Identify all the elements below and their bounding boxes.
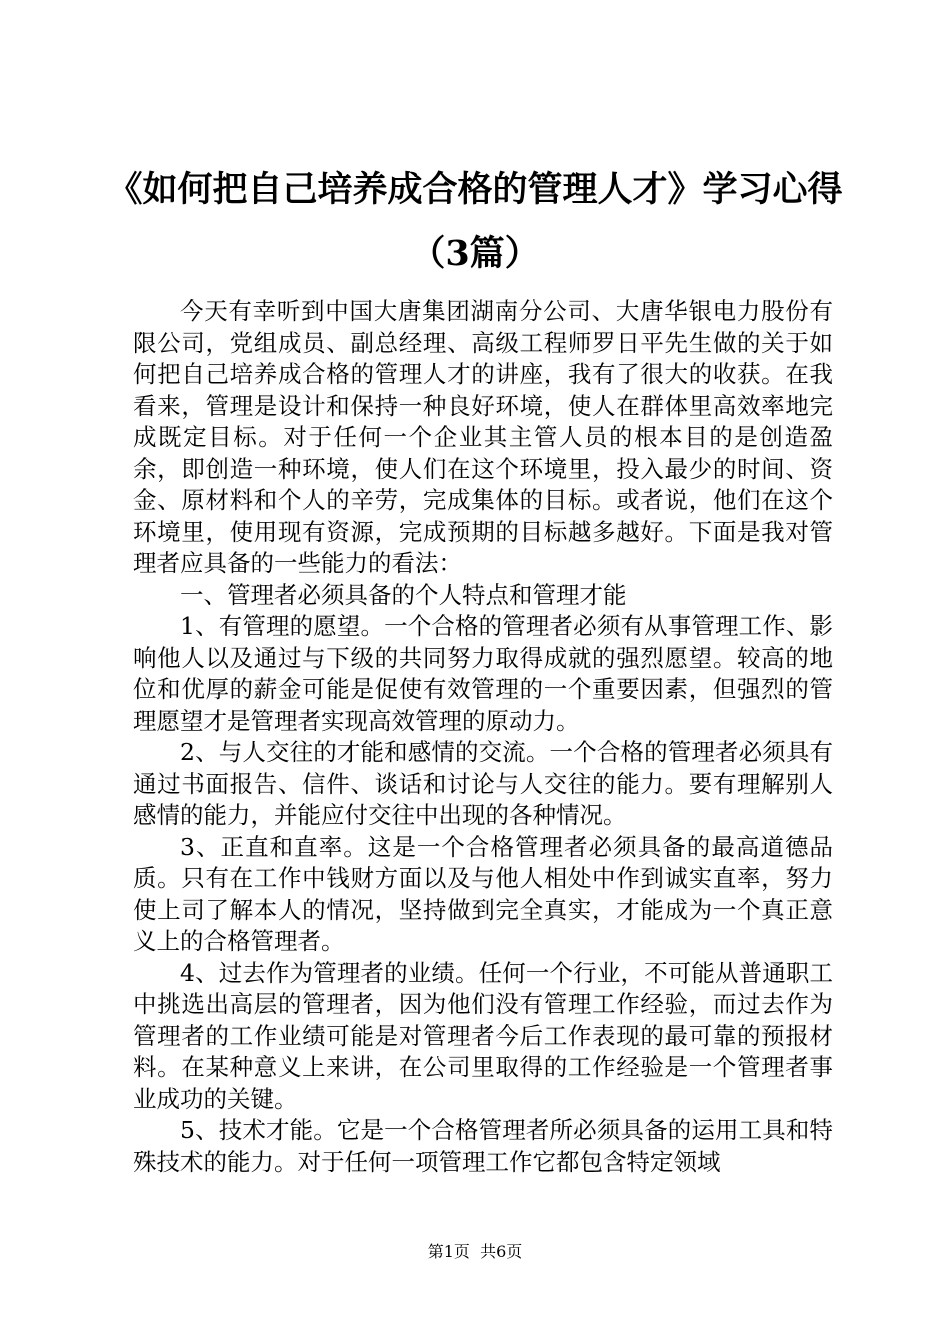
- paragraph-point-5: 5、技术才能。它是一个合格管理者所必须具备的运用工具和特殊技术的能力。对于任何一项管理工作它都包含特定领域: [133, 1116, 833, 1176]
- page-number: 第1页: [427, 1242, 470, 1261]
- paragraph-point-4: 4、过去作为管理者的业绩。任何一个行业，不可能从普通职工中挑选出高层的管理者，因为他们没有管理工作经验，而过去作为管理者的工作业绩可能是对管理者今后工作表现的最可靠的预报材料。在某种意义上来讲，在公司里取得的工作经验是一个管理者事业成功的关键。: [133, 958, 833, 1113]
- page-total: 共6页: [480, 1242, 523, 1261]
- section-heading-1: 一、管理者必须具备的个人特点和管理才能: [180, 580, 627, 609]
- document-body: [133, 296, 833, 1178]
- document-title: 《如何把自己培养成合格的管理人才》学习心得（3篇）: [107, 169, 843, 274]
- paragraph-point-2: 2、与人交往的才能和感情的交流。一个合格的管理者必须具有通过书面报告、信件、谈话和讨论与人交往的能力。要有理解别人感情的能力，并能应付交往中出现的各种情况。: [133, 738, 833, 829]
- paragraph-intro: 今天有幸听到中国大唐集团湖南分公司、大唐华银电力股份有限公司，党组成员、副总经理、高级工程师罗日平先生做的关于如何把自己培养成合格的管理人才的讲座，我有了很大的收获。在我看来，管理是设计和保持一种良好环境，使人在群体里高效率地完成既定目标。对于任何一个企业其主管人员的根本目的是创造盈余，即创造一种环境，使人们在这个环境里，投入最少的时间、资金、原材料和个人的辛劳，完成集体的目标。或者说，他们在这个环境里，使用现有资源，完成预期的目标越多越好。下面是我对管理者应具备的一些能力的看法：: [133, 297, 833, 577]
- paragraph-point-1: 1、有管理的愿望。一个合格的管理者必须有从事管理工作、影响他人以及通过与下级的共同努力取得成就的强烈愿望。较高的地位和优厚的薪金可能是促使有效管理的一个重要因素，但强烈的管理愿望才是管理者实现高效管理的原动力。: [133, 612, 833, 735]
- paragraph-point-3: 3、正直和直率。这是一个合格管理者必须具备的最高道德品质。只有在工作中钱财方面以及与他人相处中作到诚实直率，努力使上司了解本人的情况，坚持做到完全真实，才能成为一个真正意义上的合格管理者。: [133, 832, 833, 955]
- footer-spacer: [470, 1242, 480, 1261]
- page-footer: [0, 1242, 950, 1262]
